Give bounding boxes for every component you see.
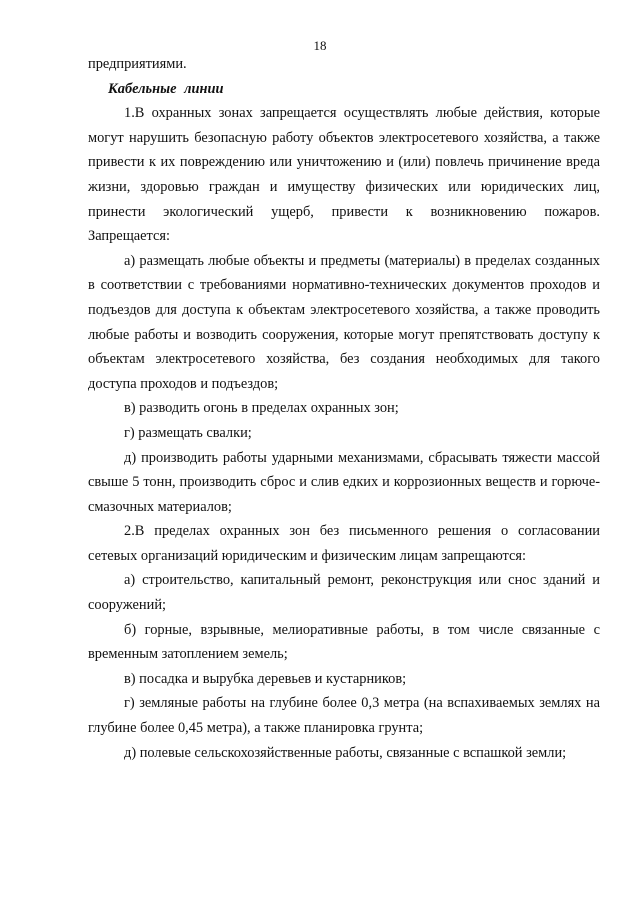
paragraph-1v: в) разводить огонь в пределах охранных зон; [124,400,399,417]
paragraph-2d: д) полевые сельскохозяйственные работы, связанные с вспашкой земли; [124,744,567,761]
paragraph-1a: а) размещать любые объекты и предметы (материалы) в пределах созданных в соответствии с требованиями нормативно-технических документов проходов и подъездов для доступа к объектам электросетевого хозяйства, а также проводить любые работы и возводить сооружения, которые могут препятствовать доступу к объектам электросетевого хозяйства, без создания необходимых для такого доступа проходов и подъездов; [88,252,600,392]
paragraph-2a: а) строительство, капитальный ремонт, реконструкция или снос зданий и сооружений; [88,572,600,614]
paragraph-2b: б) горные, взрывные, мелиоративные работы, в том числе связанные с временным затоплением земель; [88,621,600,663]
paragraph-1g: г) размещать свалки; [124,424,252,441]
continuation-text: предприятиями. [88,56,187,72]
paragraph-2: 2.В пределах охранных зон без письменного решения о согласовании сетевых организаций юридическим и физическим лицам запрещаются: [88,523,600,564]
section-heading: Кабельные линии [108,80,224,97]
paragraph-2g: г) земляные работы на глубине более 0,3 метра (на вспахиваемых землях на глубине более 0,45 метра), а также планировка грунта; [88,695,600,737]
paragraph-2v: в) посадка и вырубка деревьев и кустарников; [124,670,407,687]
document-body [88,52,600,765]
paragraph-1: 1.В охранных зонах запрещается осуществлять любые действия, которые могут нарушить безопасную работу объектов электросетевого хозяйства, а также привести к их повреждению или уничтожению и (или) повлечь причинение вреда жизни, здоровью граждан и имуществу физических или юридических лиц, принести экологический ущерб, привести к возникновению пожаров. Запрещается: [88,105,600,245]
page-number: 18 [313,38,327,53]
paragraph-1d: д) производить работы ударными механизмами, сбрасывать тяжести массой свыше 5 тонн, производить сброс и слив едких и коррозионных веществ и горюче-смазочных материалов; [88,449,600,515]
